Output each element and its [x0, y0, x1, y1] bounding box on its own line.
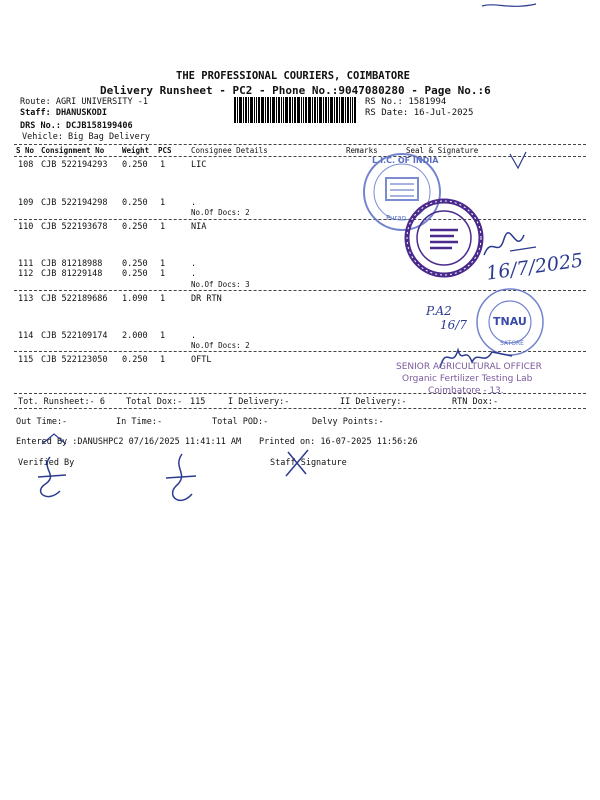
row-consignment: CJB 522193678	[41, 222, 108, 232]
row-pcs: 1	[160, 198, 166, 208]
staff-label: Staff: DHANUSKODI	[20, 108, 107, 118]
row-weight: 0.250	[122, 355, 148, 365]
row-weight: 0.250	[122, 198, 148, 208]
row-consignee: .	[191, 331, 197, 341]
row-pcs: 1	[160, 269, 166, 279]
row-consignee: NIA	[191, 222, 207, 232]
col-pcs: PCS	[158, 146, 172, 155]
verified-by-label: Verified By	[18, 458, 75, 468]
printed-on: Printed on: 16-07-2025 11:56:26	[259, 437, 418, 447]
totals-bottom-rule	[14, 408, 586, 409]
row-consignment: CJB 522194293	[41, 160, 108, 170]
handwritten-date: 16/7/2025	[484, 249, 585, 285]
row-weight: 0.250	[122, 222, 148, 232]
row-sno: 112	[18, 269, 34, 279]
row-pcs: 1	[160, 331, 166, 341]
handwritten-date-2: 16/7	[440, 318, 467, 332]
col-remarks: Remarks	[346, 146, 378, 155]
row-sno: 111	[18, 259, 34, 269]
row-weight: 0.250	[122, 269, 148, 279]
table-top-rule	[14, 144, 586, 145]
ii-delivery: II Delivery:-	[340, 397, 407, 407]
col-weight: Weight	[122, 146, 150, 155]
staff-signature-label: Staff Signature	[270, 458, 347, 468]
scan-mark-top	[480, 0, 540, 14]
row-weight: 1.090	[122, 294, 148, 304]
tnau-label: TNAU	[493, 315, 527, 328]
row-pcs: 1	[160, 355, 166, 365]
total-dox-label: Total Dox:-	[126, 397, 183, 407]
col-consignment: Consignment No	[41, 146, 105, 155]
in-time: In Time:-	[116, 417, 163, 427]
out-time: Out Time:-	[16, 417, 68, 427]
barcode-graphic	[234, 97, 356, 123]
row-consignee: .	[191, 198, 197, 208]
total-runsheet: Tot. Runsheet:- 6	[18, 397, 105, 407]
row-consignee: OFTL	[191, 355, 212, 365]
row-sno: 110	[18, 222, 34, 232]
row-consignment: CJB 522189686	[41, 294, 108, 304]
row-weight: 2.000	[122, 331, 148, 341]
lic-stamp-text: L.I.C. OF INDIA	[372, 156, 439, 165]
row-sno: 115	[18, 355, 34, 365]
vehicle-label: Vehicle: Big Bag Delivery	[22, 132, 150, 142]
verified-signature-1	[30, 455, 70, 505]
barcode	[234, 97, 356, 123]
handwritten-pa: P.A2	[426, 304, 452, 318]
officer-title: SENIOR AGRICULTURAL OFFICER	[396, 362, 542, 372]
i-delivery: I Delivery:-	[228, 397, 290, 407]
route-label: Route: AGRI UNIVERSITY -1	[20, 97, 148, 107]
row-consignee: .	[191, 259, 197, 269]
row-pcs: 1	[160, 222, 166, 232]
col-seal-signature: Seal & Signature	[406, 146, 479, 155]
table-header-rule	[14, 156, 586, 157]
row-consignment: CJB 81229148	[41, 269, 103, 279]
officer-city: Coimbatore - 13.	[428, 386, 504, 396]
row-pcs: 1	[160, 259, 166, 269]
row-sno: 114	[18, 331, 34, 341]
row-consignee: LIC	[191, 160, 207, 170]
row-pcs: 1	[160, 294, 166, 304]
col-consignee: Consignee Details	[191, 146, 268, 155]
rtn-dox: RTN Dox:-	[452, 397, 499, 407]
row-docs: No.Of Docs: 2	[191, 208, 250, 217]
row-weight: 0.250	[122, 160, 148, 170]
row-sno: 113	[18, 294, 34, 304]
row-docs: No.Of Docs: 2	[191, 341, 250, 350]
row-consignee: .	[191, 269, 197, 279]
entered-by-mark	[40, 432, 70, 446]
staff-signature-mark	[282, 446, 312, 480]
row-divider	[14, 219, 586, 220]
delivery-points: Delvy Points:-	[312, 417, 384, 427]
row-weight: 0.250	[122, 259, 148, 269]
rs-number: RS No.: 1581994	[365, 97, 447, 107]
row-pcs: 1	[160, 160, 166, 170]
officer-lab: Organic Fertilizer Testing Lab	[402, 374, 533, 384]
entered-by: Entered By :DANUSHPC2 07/16/2025 11:41:11 AM	[16, 437, 242, 447]
row-docs: No.Of Docs: 3	[191, 280, 250, 289]
runsheet-title: Delivery Runsheet - PC2 - Phone No.:9047080280 - Page No.:6	[100, 84, 491, 97]
total-dox-value: 115	[190, 397, 206, 407]
corner-tick-mark	[506, 150, 530, 172]
row-consignee: DR RTN	[191, 294, 222, 304]
row-sno: 109	[18, 198, 34, 208]
lic-stamp-bottom: Puran	[386, 214, 407, 222]
verified-signature-2	[160, 452, 200, 510]
row-consignment: CJB 522123050	[41, 355, 108, 365]
purple-seal	[404, 198, 484, 278]
row-consignment: CJB 522109174	[41, 331, 108, 341]
tnau-ring-text: SATORE	[500, 340, 524, 347]
col-sno: S No	[16, 146, 35, 155]
row-consignment: CJB 522194298	[41, 198, 108, 208]
drs-number: DRS No.: DCJB158199406	[20, 121, 133, 131]
company-name: THE PROFESSIONAL COURIERS, COIMBATORE	[176, 70, 410, 82]
row-sno: 108	[18, 160, 34, 170]
rs-date: RS Date: 16-Jul-2025	[365, 108, 474, 118]
total-pod: Total POD:-	[212, 417, 269, 427]
row-consignment: CJB 81218988	[41, 259, 103, 269]
